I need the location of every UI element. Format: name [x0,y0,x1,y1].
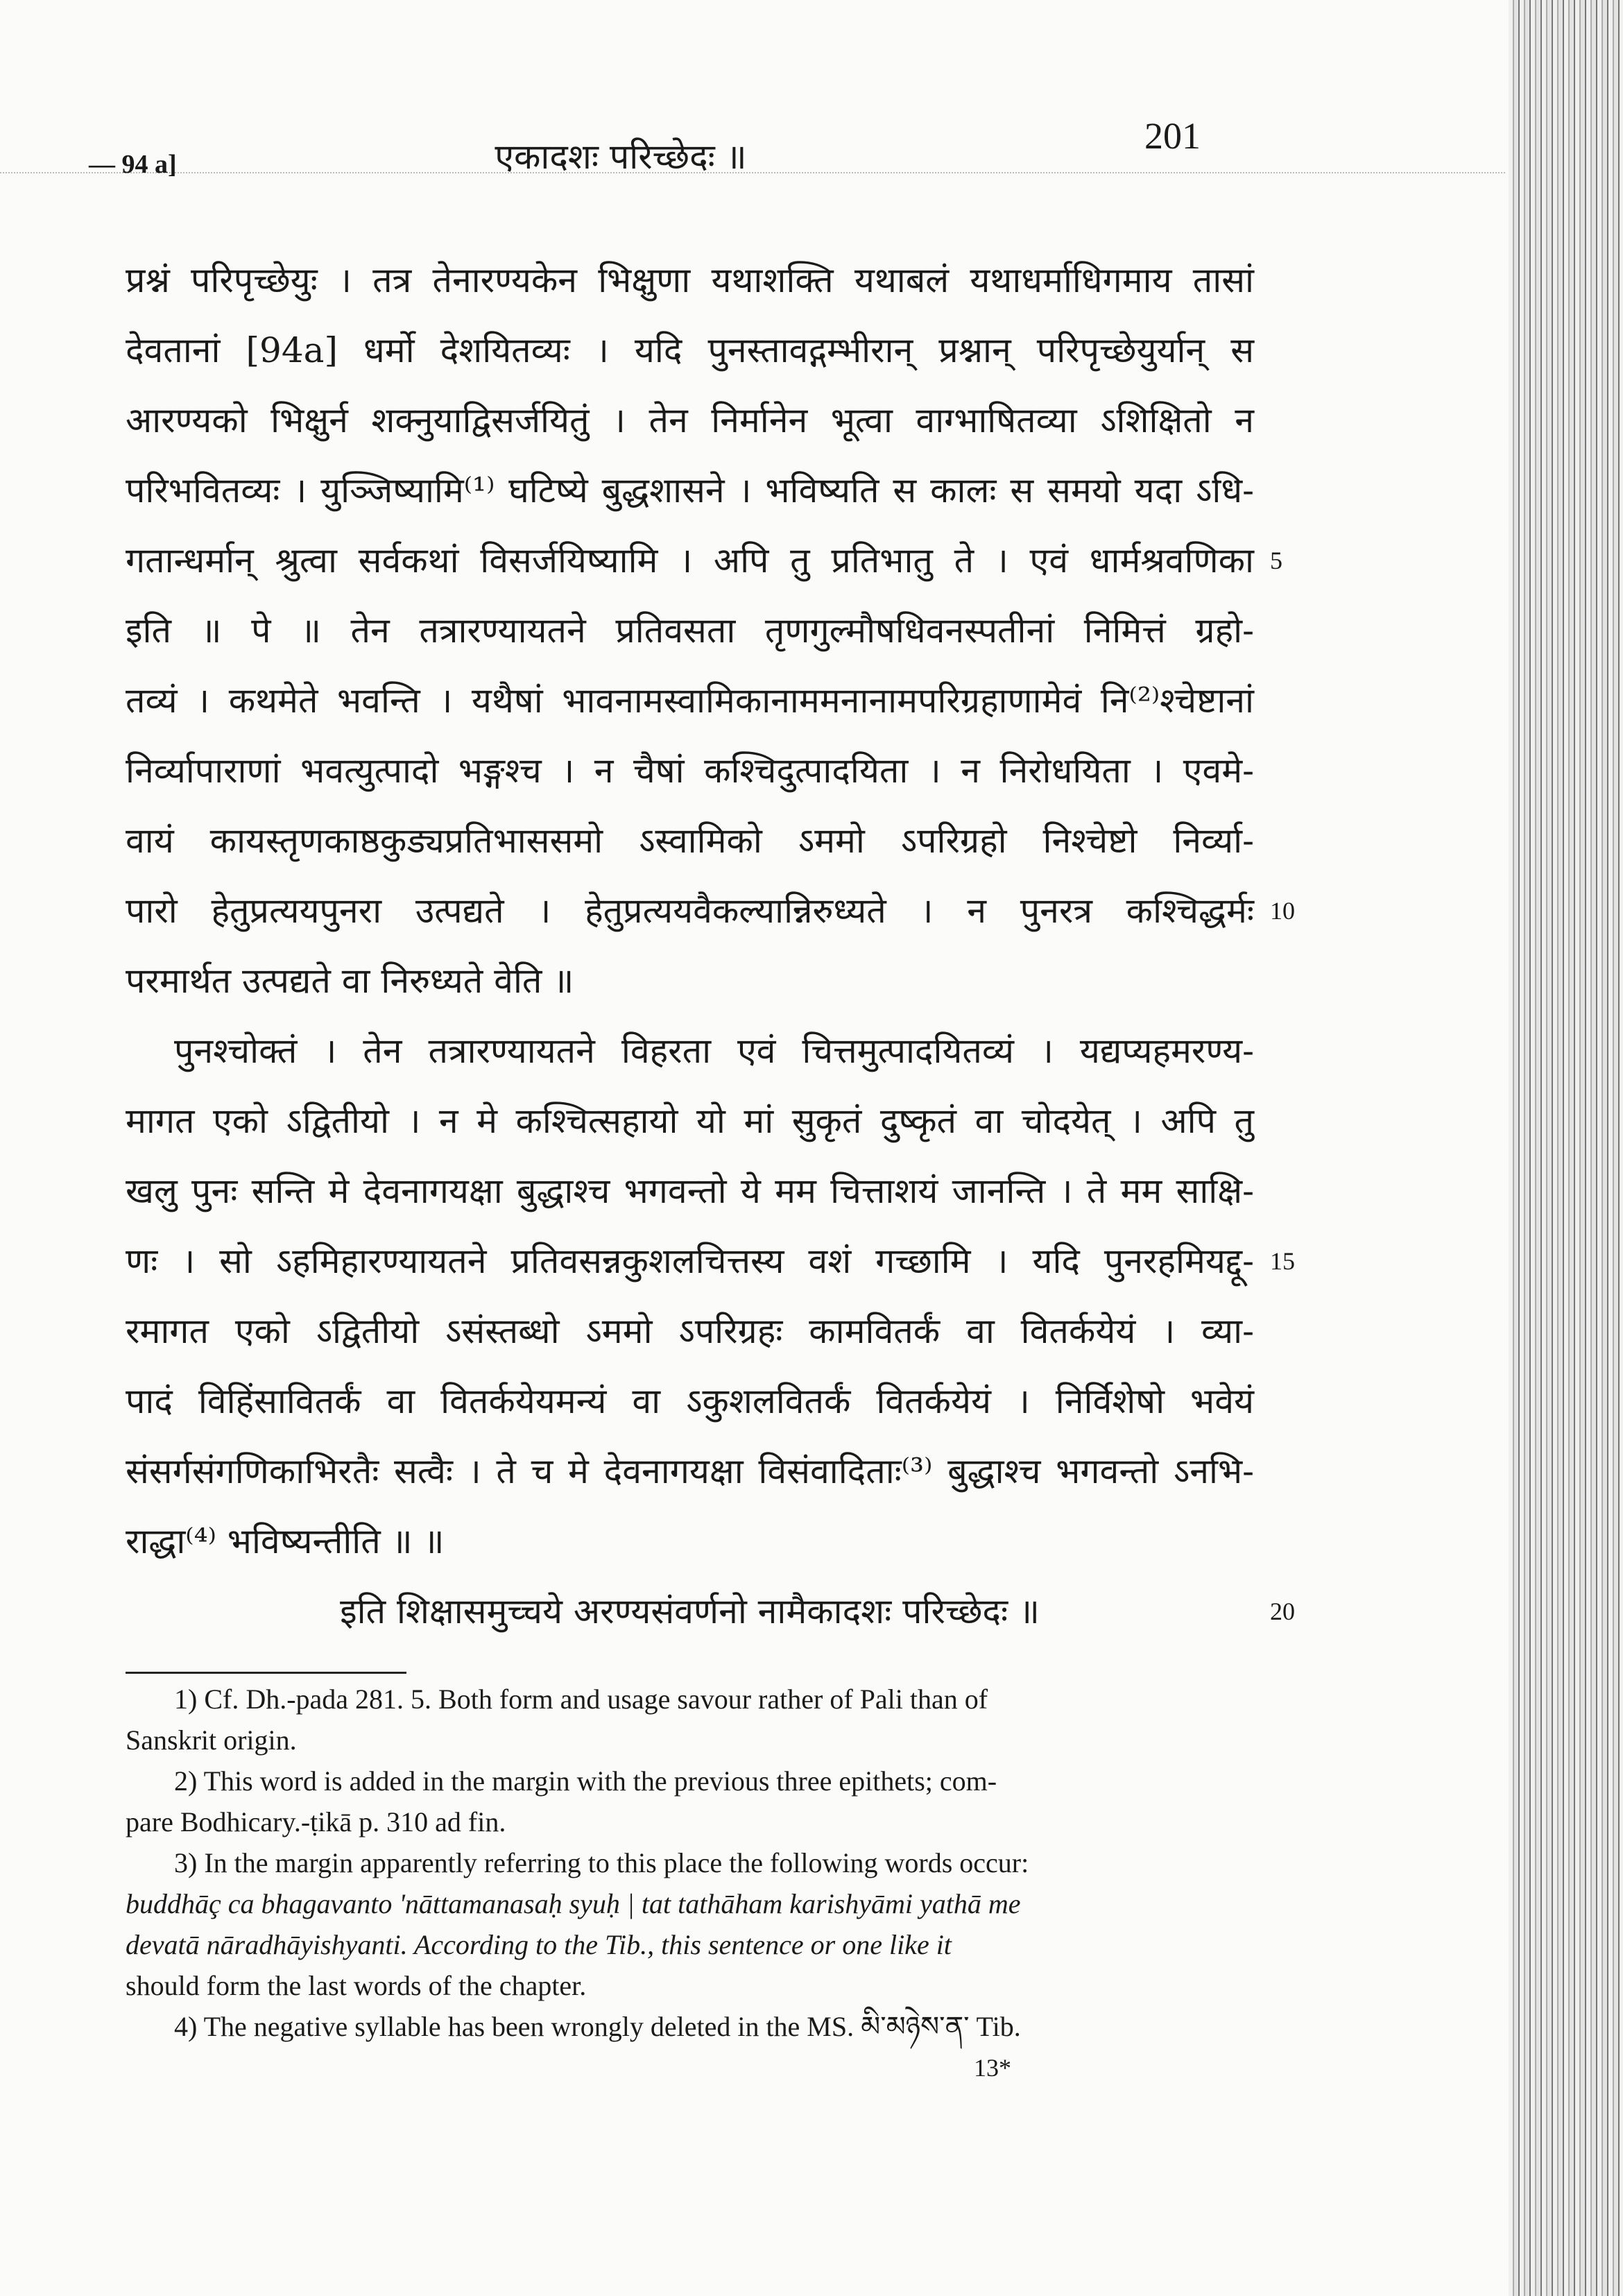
text-line [126,1016,1254,1086]
footnote-line: 4) The negative syllable has been wrongly deleted in the MS. མི་མཉེས་ན་ Tib. [174,2011,1021,2042]
text-line-content: संसर्गसंगणिकाभिरतैः सत्वैः । ते च मे देवनागयक्षा विसंवादिताः⁽³⁾ बुद्धाश्च भगवन्तो ऽनभि- [126,1451,1254,1491]
text-line [126,666,1254,736]
text-line [126,946,1254,1016]
text-line-content: आरण्यको भिक्षुर्न शक्नुयाद्विसर्जयितुं । तेन निर्मानेन भूत्वा वाग्भाषितव्या ऽशिक्षितो न [126,400,1254,440]
text-line-content: इति शिक्षासमुच्चये अरण्यसंवर्णनो नामैकादशः परिच्छेदः ॥ [340,1591,1040,1631]
text-line [126,1086,1254,1156]
text-line [126,456,1254,526]
text-line-content: निर्व्यापाराणां भवत्युत्पादो भङ्गश्च । न चैषां कश्चिदुत्पादयिता । न निरोधयिता । एवमे- [126,751,1254,791]
text-line [126,1577,1295,1647]
text-line-content: पारो हेतुप्रत्ययपुनरा उत्पद्यते । हेतुप्रत्ययवैकल्यान्निरुध्यते । न पुनरत्र कश्चिद्धर्मः [126,891,1254,931]
footnotes [126,1679,1254,2047]
running-title: एकादशः परिच्छेदः ॥ [495,137,747,177]
text-line [126,806,1254,876]
line-number: 15 [1270,1247,1295,1275]
text-line-content: वायं कायस्तृणकाष्ठकुड्यप्रतिभाससमो ऽस्वामिको ऽममो ऽपरिग्रहो निश्चेष्टो निर्व्या- [126,821,1254,861]
text-line-content: खलु पुनः सन्ति मे देवनागयक्षा बुद्धाश्च भगवन्तो ये मम चित्ताशयं जानन्ति । ते मम साक्षि- [126,1171,1254,1211]
footnote-line: pare Bodhicary.-ṭikā p. 310 ad fin. [126,1806,506,1837]
signature-mark: 13* [974,2054,1011,2082]
text-line [126,1507,1254,1577]
footnote-line: 2) This word is added in the margin with the previous three epithets; com- [174,1765,997,1797]
footnote-line: devatā nāradhāyishyanti. According to the Tib., this sentence or one like it [126,1929,952,1960]
text-line-content: पुनश्चोक्तं । तेन तत्रारण्यायतने विहरता एवं चित्तमुत्पादयितव्यं । यद्यप्यहमरण्य- [174,1031,1254,1071]
text-line [126,596,1254,666]
text-line [126,1367,1254,1437]
footnote-4 [126,2006,1254,2047]
text-line [126,1437,1254,1507]
text-line [126,1156,1254,1226]
line-number: 10 [1270,897,1295,925]
text-line-content: पादं विहिंसावितर्कं वा वितर्कयेयमन्यं वा ऽकुशलवितर्कं वितर्कयेयं । निर्विशेषो भवेयं [126,1381,1254,1421]
footnote-line: Sanskrit origin. [126,1724,297,1756]
text-line-content: परिभवितव्यः । युञ्जिष्यामि⁽¹⁾ घटिष्ये बुद्धशासने । भविष्यति स कालः स समयो यदा ऽधि- [126,470,1254,511]
text-line-content: इति ॥ पे ॥ तेन तत्रारण्यायतने प्रतिवसता तृणगुल्मौषधिवनस्पतीनां निमित्तं ग्रहो- [126,610,1254,651]
footnote-3 [126,1842,1254,2006]
text-line-content: देवतानां [94a] धर्मो देशयितव्यः । यदि पुनस्तावद्गम्भीरान् प्रश्नान् परिपृच्छेयुर्यान् स [126,330,1254,370]
text-line-content: प्रश्नं परिपृच्छेयुः । तत्र तेनारण्यकेन भिक्षुणा यथाशक्ति यथाबलं यथाधर्माधिगमाय तासां [126,260,1255,300]
line-number: 20 [1270,1597,1295,1625]
footnote-line: 3) In the margin apparently referring to this place the following words occur: [174,1847,1029,1878]
text-line-content: रमागत एको ऽद्वितीयो ऽसंस्तब्धो ऽममो ऽपरिग्रहः कामवितर्कं वा वितर्कयेयं । व्या- [126,1311,1254,1351]
text-line [126,1296,1254,1367]
text-line-content: परमार्थत उत्पद्यते वा निरुध्यते वेति ॥ [126,961,574,1001]
text-line [126,876,1295,946]
text-line [126,316,1254,386]
footnote-2 [126,1760,1254,1842]
footnote-line: buddhāç ca bhagavanto 'nāttamanasaḥ syuḥ | tat tathāham karishyāmi yathā me [126,1888,1021,1919]
text-line [126,526,1282,596]
page-number: 201 [1144,115,1201,157]
line-number: 5 [1270,547,1282,574]
footnote-1 [126,1679,1254,1760]
main-text [126,246,1295,1647]
text-line-content: तव्यं । कथमेते भवन्ति । यथैषां भावनामस्वामिकानाममनानामपरिग्रहाणामेवं नि⁽²⁾श्चेष्टानां [126,680,1254,721]
text-line [126,1226,1295,1296]
footnote-rule [126,1672,406,1674]
footnote-line: 1) Cf. Dh.-pada 281. 5. Both form and usage savour rather of Pali than of [174,1684,988,1715]
text-line [126,246,1254,316]
text-line-content: गतान्धर्मान् श्रुत्वा सर्वकथां विसर्जयिष्यामि । अपि तु प्रतिभातु ते । एवं धार्मश्रवणिका [126,540,1254,581]
text-line [126,386,1254,456]
footnote-line: should form the last words of the chapter. [126,1970,587,2001]
text-line-content: मागत एको ऽद्वितीयो । न मे कश्चित्सहायो यो मां सुकृतं दुष्कृतं वा चोदयेत् । अपि तु [126,1101,1254,1141]
book-binding-edge [1509,0,1623,2296]
text-line [126,736,1254,806]
folio-reference: — 94 a] [89,150,177,179]
text-line-content: णः । सो ऽहमिहारण्यायतने प्रतिवसन्नकुशलचित्तस्य वशं गच्छामि । यदि पुनरहमियद्दू- [126,1241,1254,1281]
text-line-content: राद्धा⁽⁴⁾ भविष्यन्तीति ॥ ॥ [126,1521,445,1561]
